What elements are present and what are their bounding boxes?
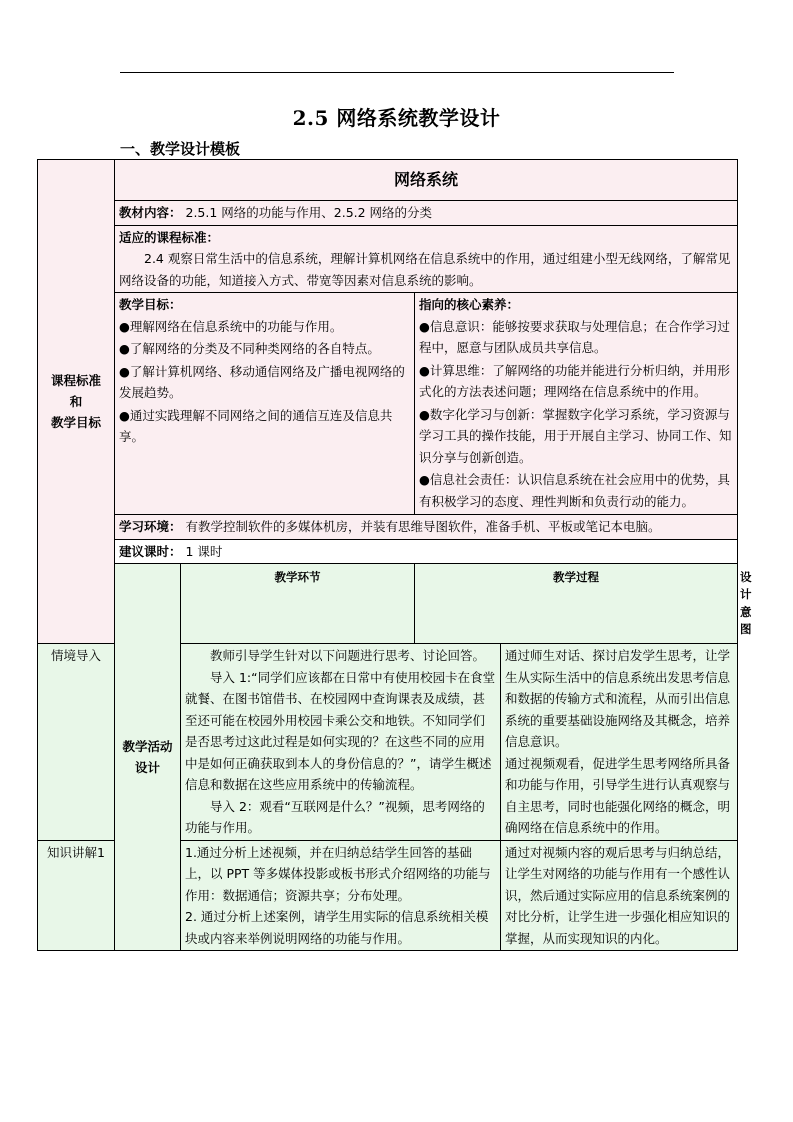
environment-cell — [115, 515, 738, 540]
environment-text: 有教学控制软件的多媒体机房，并装有思维导图软件，准备手机、平板或笔记本电脑。 — [185, 519, 661, 534]
process-paragraph: 教师引导学生针对以下问题进行思考、讨论回答。 — [210, 648, 486, 663]
process-paragraph: 1.通过分析上述视频，并在归纳总结学生回答的基础上，以 PPT 等多媒体投影或板书形式介绍网络的功能与作用：数据通信；资源共享；分布处理。 — [185, 844, 491, 903]
goals-label: 教学目标： — [119, 297, 182, 312]
content-label: 教材内容： — [119, 205, 182, 220]
standard-cell — [115, 225, 738, 293]
hours-label: 建议课时： — [119, 543, 182, 559]
standard-text: 2.4 观察日常生活中的信息系统，理解计算机网络在信息系统中的作用，通过组建小型无线网络，了解常见网络设备的功能，知道接入方式、带宽等因素对信息系统的影响。 — [119, 251, 731, 288]
environment-label: 学习环境： — [119, 519, 182, 534]
literacy-item: ●数字化学习与创新：掌握数字化学习系统，学习资源与学习工具的操作技能，用于开展自主学习、协同工作、知识分享与创新创造。 — [419, 406, 732, 465]
goals-cell — [115, 293, 415, 515]
process-paragraph: 导入 2：观看“互联网是什么？”视频，思考网络的功能与作用。 — [185, 798, 485, 835]
stage-cell: 知识讲解1 — [38, 840, 115, 951]
intent-cell — [501, 840, 738, 951]
process-cell — [181, 840, 501, 951]
literacy-label: 指向的核心素养： — [419, 297, 520, 312]
literacy-item: ●计算思维：了解网络的功能并能进行分析归纳，并用形式化的方法表述问题；理网络在信息系统中的作用。 — [419, 362, 730, 399]
intent-paragraph: 通过对视频内容的观后思考与归纳总结，让学生对网络的功能与作用有一个感性认识，然后通过实际应用的信息系统案例的对比分析，让学生进一步强化相应知识的掌握，从而实现知识的内化。 — [505, 844, 731, 946]
header-rule — [120, 72, 674, 73]
goal-item: ●了解计算机网络、移动通信网络及广播电视网络的发展趋势。 — [119, 363, 405, 400]
stage-cell: 情境导入 — [38, 644, 115, 841]
intent-cell — [501, 644, 738, 841]
standards-row-label: 课程标准 和 教学目标 — [38, 160, 115, 644]
activities-row-label: 教学活动 设计 — [115, 564, 181, 951]
goal-item: ●了解网络的分类及不同种类网络的各自特点。 — [119, 341, 380, 356]
literacy-item: ●信息社会责任：认识信息系统在社会应用中的优势，具有积极学习的态度、理性判断和负责行动的能力。 — [419, 472, 730, 509]
hours-value: 1 课时 — [185, 543, 223, 559]
content-cell — [115, 201, 738, 226]
standard-label: 适应的课程标准： — [119, 229, 220, 245]
header-stage: 教学环节 — [181, 564, 415, 644]
process-paragraph: 2. 通过分析上述案例，请学生用实际的信息系统相关模块或内容来举例说明网络的功能与作用。 — [185, 909, 489, 946]
content-value: 2.5.1 网络的功能与作用、2.5.2 网络的分类 — [185, 205, 433, 220]
literacy-item: ●信息意识：能够按要求获取与处理信息；在合作学习过程中，愿意与团队成员共享信息。 — [419, 318, 730, 355]
goal-item: ●通过实践理解不同网络之间的通信互连及信息共享。 — [119, 407, 393, 444]
design-table: 课程标准 和 教学目标 网络系统 教材内容： 2.5.1 网络的功能与作用、2.5.2 网络的分类 适应的课程标准： 2.4 观察日常生活中的信息系统，理解计算机网络在信息系统中的作用，通过组建小型无线网络，了解常见网络设备的功能，知道接入方式、带宽等因素对信息系统的影响。 教学目标： ●理解网络在信息系统中的功能与作用。 ●了解网络的分类及不同种类网络的各自特点。 ●了解计算机网络、移动通信网络及广播电视网络的发展趋势。 ●通过实践理解不同网络之间的通信互连及信息共享。 指向的核心素养： ●信息意识：能够按要求获取与处理信息；在合作学习过程中，愿意与团队成员共享信息。 ●计算思维：了解网络的功能并能进行分析归纳，并用形式化的方法表述问题；理网络在信息系统中的作用。 ●数字化学习与创新：掌握数字化学习系统，学习资源与学习工具的操作技能，用于开展自主学习、协同工作、知识分享与创新创造。 ●信息社会责任：认识信息系统在社会应用中的优势，具有积极学习的态度、理性判断和负责行动的能力。 学习环境： 有教学控制软件的多媒体机房，并装有思维导图软件，准备手机、平板或笔记本电脑。 建议课时： 1 课时 教学活动 设计 教学环节 教学过程 设计意图 情境导入 教师引导学生针对以下问题进行思考、讨论回答。 导入 1:“同学们应该都在日常中有使用校园卡在食堂就餐、在图书馆借书、在校园网中查询课表及成绩，甚至还可能在校园外用校园卡乘公交和地铁。不知同学们是否思考过这此过程是如何实现的？在这些不同的应用中是如何正确获取到本人的身份信息的？”，请学生概述信息和数据在这些应用系统中的传输流程。 导入 2：观看“互联网是什么？”视频，思考网络的功能与作用。 通过师生对话、探讨启发学生思考，让学生从实际生活中的信息系统出发思考信息和数据的传输方式和流程，从而引出信息系统的重要基础设施网络及其概念，培养信息意识。 通过视频观看，促进学生思考网络所具备和功能与作用，引导学生进行认真观察与自主思考，同时也能强化网络的概念，明确网络在信息系统中的作用。 知识讲解1 1.通过分析上述视频，并在归纳总结学生回答的基础上，以 PPT 等多媒体投影或板书形式介绍网络的功能与作用：数据通信；资源共享；分布处理。 2. 通过分析上述案例，请学生用实际的信息系统相关模块或内容来举例说明网络的功能与作用。 通过对视频内容的观后思考与归纳总结，让学生对网络的功能与作用有一个感性认识，然后通过实际应用的信息系统案例的对比分析，让学生进一步强化相应知识的掌握，从而实现知识的内化。 — [37, 159, 738, 951]
intent-paragraph: 通过师生对话、探讨启发学生思考，让学生从实际生活中的信息系统出发思考信息和数据的传输方式和流程，从而引出信息系统的重要基础设施网络及其概念，培养信息意识。 — [505, 648, 731, 749]
hours-cell — [115, 539, 738, 564]
literacy-cell — [415, 293, 738, 515]
process-cell — [181, 644, 501, 841]
process-paragraph: 导入 1:“同学们应该都在日常中有使用校园卡在食堂就餐、在图书馆借书、在校园网中查询课表及成绩，甚至还可能在校园外用校园卡乘公交和地铁。不知同学们是否思考过这此过程是如何实现的？在这些不同的应用中是如何正确获取到本人的身份信息的？”，请学生概述信息和数据在这些应用系统中的传输流程。 — [185, 669, 496, 792]
document-title: 2.5 网络系统教学设计 — [292, 106, 501, 130]
section-heading: 一、教学设计模板 — [120, 140, 241, 158]
header-process: 教学过程 — [415, 564, 738, 644]
intent-paragraph: 通过视频观看，促进学生思考网络所具备和功能与作用，引导学生进行认真观察与自主思考，同时也能强化网络的概念，明确网络在信息系统中的作用。 — [505, 755, 731, 835]
goal-item: ●理解网络在信息系统中的功能与作用。 — [119, 318, 343, 334]
course-name: 网络系统 — [115, 160, 738, 201]
